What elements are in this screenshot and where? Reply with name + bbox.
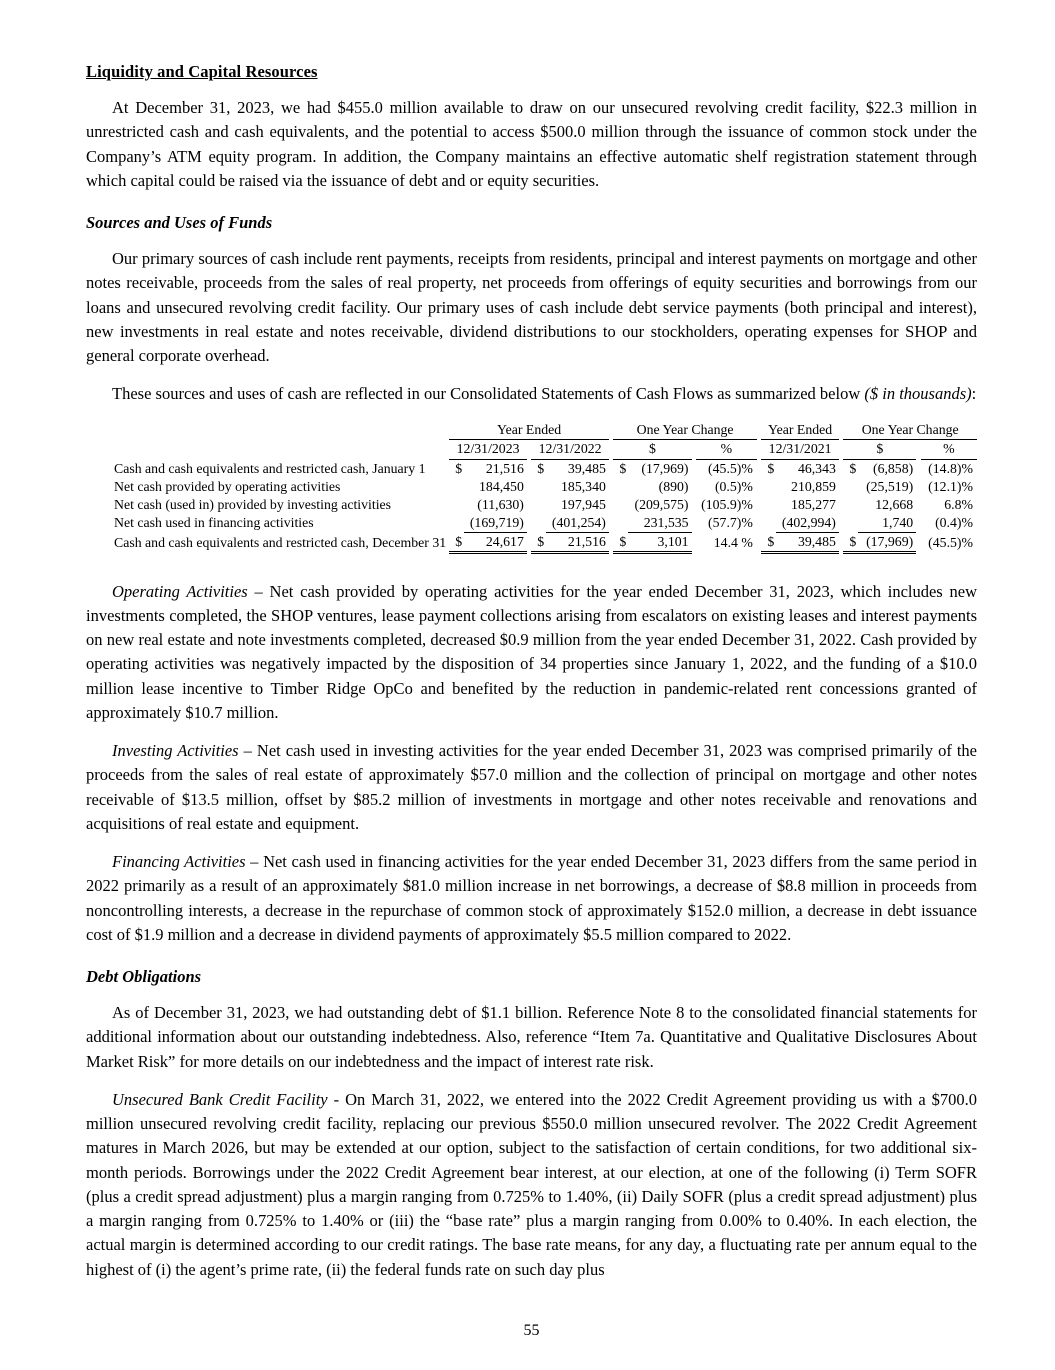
- cell-2022: 197,945: [561, 496, 606, 512]
- cell-currency: [761, 496, 776, 514]
- dash-separator: –: [245, 852, 264, 871]
- group-header-one-year-change-2: One Year Change: [843, 421, 977, 440]
- table-row: [86, 478, 977, 496]
- lead-in-investing-activities: Investing Activities: [112, 741, 239, 760]
- lead-in-financing-activities: Financing Activities: [112, 852, 246, 871]
- cell-2021: 39,485: [776, 532, 838, 552]
- cell-currency: $: [767, 460, 775, 476]
- table-row: [86, 496, 977, 514]
- cell-currency: $: [531, 532, 546, 552]
- paragraph-operating-activities: [86, 580, 977, 726]
- cell-currency: $: [843, 532, 858, 552]
- cell-currency: [449, 478, 464, 496]
- paragraph-table-intro: [86, 382, 977, 406]
- cell-change-1: 3,101: [628, 532, 691, 552]
- row-label: Cash and cash equivalents and restricted cash, December 31: [114, 535, 447, 550]
- paragraph-investing-activities: [86, 739, 977, 836]
- group-header-one-year-change-1: One Year Change: [613, 421, 757, 440]
- cell-currency: [843, 514, 858, 533]
- dash-separator: –: [247, 581, 270, 601]
- sub-header-12-31-2021: 12/31/2021: [761, 439, 839, 459]
- cell-percent-1: (0.5)%: [714, 478, 753, 494]
- cell-2022: 185,340: [561, 478, 606, 494]
- cell-percent-2: (0.4)%: [935, 515, 973, 530]
- cell-2023: 21,516: [485, 460, 524, 476]
- cash-flow-table: [86, 421, 977, 554]
- sub-header-12-31-2023: 12/31/2023: [449, 439, 527, 459]
- cell-2022: 39,485: [567, 460, 606, 476]
- table-intro-text-2: :: [971, 384, 977, 404]
- cell-currency: [613, 514, 628, 533]
- cell-2023: 24,617: [464, 532, 526, 552]
- cell-2021: (402,994): [776, 514, 838, 533]
- row-label: Net cash used in financing activities: [114, 515, 314, 530]
- paragraph-liquidity: At December 31, 2023, we had $455.0 million available to draw on our unsecured revolving credit facility, $22.3 million in unrestricted cash and cash equivalents, and the potential to access $500.0 million through the issuance of common stock under the Company’s ATM equity program. In addition, the Company maintains an effective automatic shelf registration statement through which capital could be raised via the issuance of debt and or equity securities.: [86, 98, 977, 190]
- cell-currency: $: [455, 460, 463, 476]
- paragraph-debt-obligations: As of December 31, 2023, we had outstanding debt of $1.1 billion. Reference Note 8 to the consolidated financial statements for additional information about our outstanding indebtedness. Also, reference “Item 7a. Quantitative and Qualitative Disclosures About Market Risk” for more details on our indebtedness and the impact of interest rate risk.: [86, 1003, 977, 1071]
- cell-currency: [761, 478, 776, 496]
- row-label: Net cash (used in) provided by investing activities: [114, 496, 392, 512]
- cell-currency: [613, 478, 628, 496]
- unsecured-bank-credit-facility-text: On March 31, 2022, we entered into the 2022 Credit Agreement providing us with a $700.0 million unsecured revolving credit facility, replacing our previous $550.0 million unsecured revolver. The 2022 Credit Agreement matures in March 2026, but may be extended at our option, subject to the satisfaction of certain conditions, for two additional six-month periods. Borrowings under the 2022 Credit Agreement bear interest, at our election, at one of the following (i) Term SOFR (plus a credit spread adjustment) plus a margin ranging from 0.725% to 1.40%, (ii) Daily SOFR (plus a credit spread adjustment) plus a margin ranging from 0.725% to 1.40% or (iii) the “base rate” plus a margin ranging from 0.00% to 0.40%. In each election, the actual margin is determined according to our credit ratings. The base rate means, for any day, a fluctuating rate per annum equal to the highest of (i) the agent’s prime rate, (ii) the federal funds rate on such day plus: [86, 1089, 978, 1279]
- cell-percent-2: (45.5)%: [928, 535, 973, 550]
- cell-percent-1: (105.9)%: [701, 496, 753, 512]
- cell-currency: $: [761, 532, 776, 552]
- group-header-year-ended-1: Year Ended: [449, 421, 609, 440]
- cell-currency: [449, 496, 464, 514]
- operating-activities-text: Net cash provided by operating activities for the year ended December 31, 2023, which includes new investments completed, the SHOP ventures, lease payment collections arising from escalators on existing leases and interest payments on new real estate and note investments completed, decreased $0.9 million from the year ended December 31, 2022. Cash provided by operating activities was negatively impacted by the disposition of 34 properties since January 1, 2022, and the funding of a $10.0 million lease incentive to Timber Ridge OpCo and benefited by the reduction in pandemic-related rent concessions granted of approximately $10.7 million.: [86, 581, 977, 722]
- cell-currency: $: [849, 460, 857, 476]
- cell-currency: $: [537, 460, 545, 476]
- table-row-total: [86, 532, 977, 552]
- sub-header-12-31-2022: 12/31/2022: [531, 439, 609, 459]
- table-intro-text-1: These sources and uses of cash are reflected in our Consolidated Statements of Cash Flows as summarized below: [112, 384, 865, 404]
- cell-currency: [613, 496, 628, 514]
- sub-header-change-percent-2: %: [921, 439, 977, 459]
- lead-in-unsecured-bank-credit-facility: Unsecured Bank Credit Facility: [112, 1089, 328, 1109]
- cell-change-2: (6,858): [872, 460, 914, 476]
- group-header-year-ended-2: Year Ended: [761, 421, 839, 440]
- cell-percent-2: (12.1)%: [928, 478, 973, 494]
- page-number: 55: [523, 1321, 540, 1339]
- cell-2021: 46,343: [797, 460, 836, 476]
- cell-change-1: (890): [658, 478, 689, 494]
- cell-change-1: 231,535: [628, 514, 691, 533]
- cell-percent-2: (14.8)%: [928, 460, 973, 476]
- paragraph-unsecured-bank-credit-facility: [86, 1088, 977, 1282]
- investing-activities-text: Net cash used in investing activities for the year ended December 31, 2023 was comprised primarily of the proceeds from the sales of real estate of approximately $57.0 million and the collection of principal on mortgage and other notes receivable of $13.5 million, offset by $85.2 million of investments in mortgage and other notes receivable and renovations and acquisitions of real estate and equipment.: [86, 741, 977, 833]
- cell-change-2: (17,969): [858, 532, 916, 552]
- cell-currency: [531, 514, 546, 533]
- cell-2022: (401,254): [546, 514, 608, 533]
- cell-2023: (169,719): [464, 514, 526, 533]
- cell-change-2: 12,668: [875, 496, 914, 512]
- cell-2021: 185,277: [791, 496, 836, 512]
- cell-change-2: (25,519): [866, 478, 914, 494]
- table-row: [86, 459, 977, 478]
- cell-change-1: (209,575): [634, 496, 689, 512]
- table-group-header-row: [86, 421, 977, 440]
- sub-header-change-dollars-1: $: [613, 439, 691, 459]
- cell-percent-1: (57.7)%: [708, 515, 753, 530]
- sub-header-change-percent-1: %: [696, 439, 757, 459]
- table-intro-italic: ($ in thousands): [864, 384, 972, 404]
- cell-currency: [761, 514, 776, 533]
- cell-percent-1: 14.4 %: [713, 535, 753, 550]
- cell-currency: $: [449, 532, 464, 552]
- cell-currency: [449, 514, 464, 533]
- page-title: Liquidity and Capital Resources: [86, 62, 318, 81]
- cell-change-1: (17,969): [641, 460, 689, 476]
- cell-currency: [531, 478, 546, 496]
- cell-currency: [843, 478, 858, 496]
- financing-activities-text: Net cash used in financing activities for the year ended December 31, 2023 differs from the same period in 2022 primarily as a result of an approximately $81.0 million increase in net borrowings, a decrease of $8.8 million in proceeds from noncontrolling interests, a decrease in the repurchase of common stock of approximately $152.0 million, a decrease in debt issuance cost of $1.9 million and a decrease in dividend payments of approximately $5.5 million compared to 2022.: [86, 852, 977, 944]
- cell-2023: (11,630): [477, 496, 524, 512]
- cell-currency: [531, 496, 546, 514]
- section-heading-sources-uses: Sources and Uses of Funds: [86, 213, 273, 232]
- cell-2023: 184,450: [479, 478, 524, 494]
- cell-2021: 210,859: [791, 478, 836, 494]
- cell-percent-1: (45.5)%: [708, 460, 753, 476]
- cell-2022: 21,516: [546, 532, 608, 552]
- section-heading-debt-obligations: Debt Obligations: [86, 967, 202, 986]
- table-sub-header-row: [86, 439, 977, 459]
- cell-currency: $: [613, 532, 628, 552]
- cell-currency: $: [619, 460, 627, 476]
- paragraph-sources-uses: Our primary sources of cash include rent payments, receipts from residents, principal and interest payments on mortgage and other notes receivable, proceeds from the sales of real property, net proceeds from offerings of equity securities and borrowings from our loans and unsecured revolving credit facility. Our primary uses of cash include debt service payments (both principal and interest), new investments in real estate and notes receivable, dividend distributions to our stockholders, operating expenses for SHOP and general corporate overhead.: [86, 249, 977, 365]
- row-label: Net cash provided by operating activities: [114, 478, 341, 494]
- cell-currency: [843, 496, 858, 514]
- paragraph-financing-activities: [86, 850, 977, 947]
- lead-in-operating-activities: Operating Activities: [112, 581, 248, 601]
- cell-percent-2: 6.8%: [944, 496, 973, 512]
- cell-change-2: 1,740: [858, 514, 916, 533]
- dash-separator: -: [327, 1089, 346, 1109]
- dash-separator: –: [238, 741, 257, 760]
- table-row: [86, 514, 977, 533]
- sub-header-change-dollars-2: $: [843, 439, 916, 459]
- row-label: Cash and cash equivalents and restricted cash, January 1: [114, 460, 426, 476]
